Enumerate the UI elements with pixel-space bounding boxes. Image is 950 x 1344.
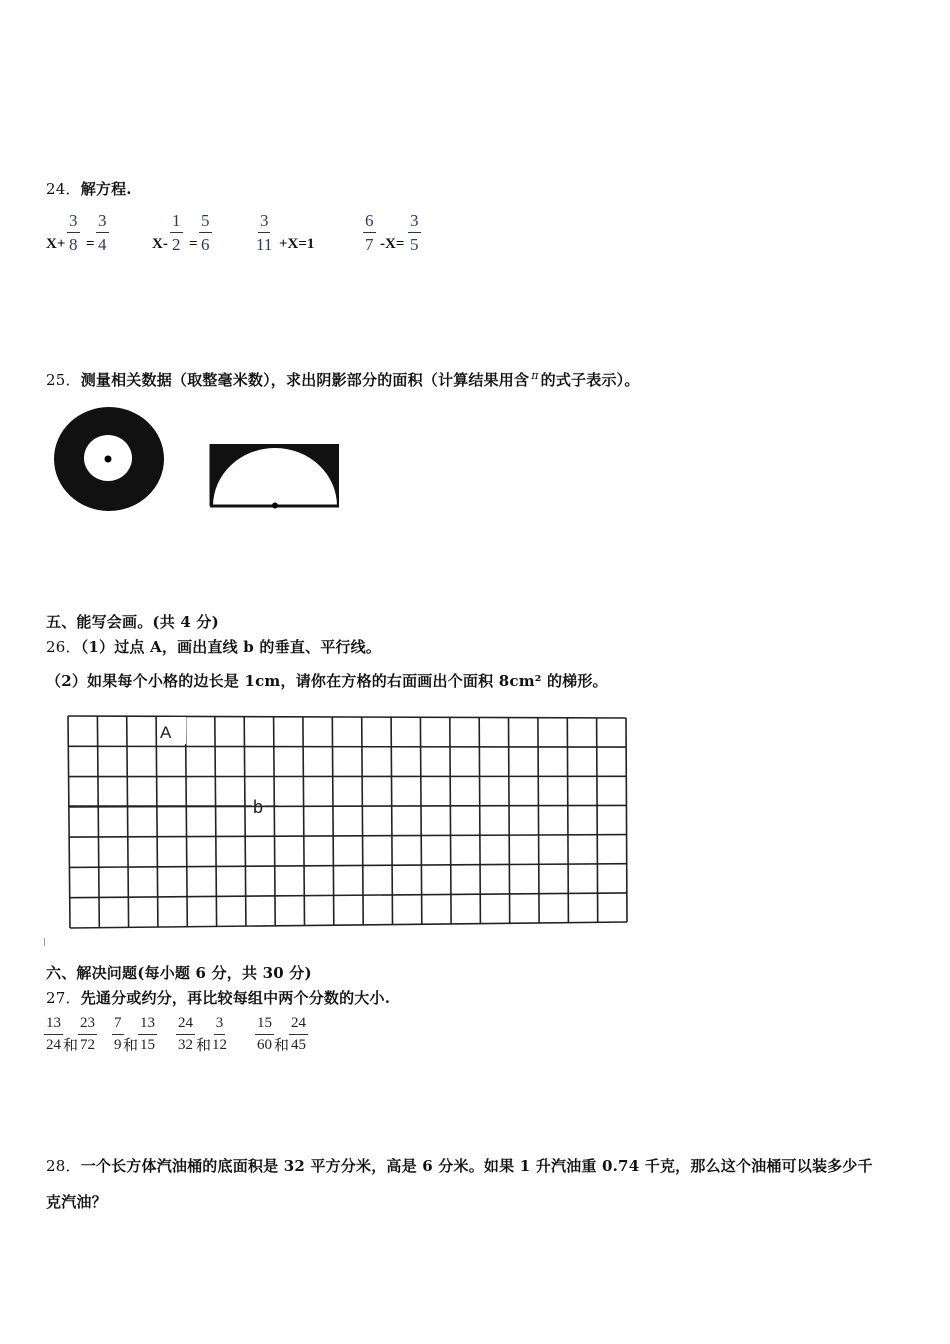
q25-text-2: 的式子表示）。 (540, 371, 640, 389)
grid-horizontal-line (69, 864, 626, 868)
q26-part1-text: （1）过点 A，画出直线 b 的垂直、平行线。 (80, 638, 382, 656)
grid-vertical-line (274, 717, 276, 926)
eq2-prefix: X- (152, 236, 168, 252)
grid-horizontal-line (70, 893, 627, 898)
numerator: 3 (214, 1016, 226, 1035)
grid-lines (68, 716, 627, 928)
denominator: 9 (114, 1037, 122, 1053)
grid-horizontal-line (68, 746, 626, 747)
grid-vertical-line (244, 717, 246, 927)
numerator: 3 (67, 212, 80, 233)
numerator: 15 (255, 1016, 274, 1035)
q27-text: 先通分或约分，再比较每组中两个分数的大小. (80, 989, 391, 1007)
pair3-fraction-a (176, 1016, 195, 1053)
and-word: 和 (274, 1038, 290, 1054)
pi-symbol: π (531, 369, 539, 382)
numerator: 24 (289, 1016, 308, 1035)
eq1-fraction-2 (96, 212, 109, 253)
point-a-label: A (160, 723, 172, 742)
q25-text: 测量相关数据（取整毫米数），求出阴影部分的面积（计算结果用含 (80, 371, 530, 389)
numerator: 3 (408, 212, 421, 233)
grid-vertical-line (567, 718, 568, 923)
eq3-suffix: +X=1 (279, 236, 315, 252)
numerator: 23 (78, 1016, 97, 1035)
eq1-equals: = (86, 236, 95, 252)
grid-vertical-line (597, 718, 598, 922)
grid-vertical-line (420, 717, 421, 924)
q24-title: 解方程. (80, 180, 132, 198)
scan-mark (44, 938, 45, 946)
denominator: 5 (410, 235, 419, 254)
semicircle-center-point (272, 503, 278, 509)
eq3-fraction-1 (256, 212, 272, 253)
denominator: 6 (201, 235, 210, 254)
grid-vertical-line (509, 718, 510, 924)
denominator: 24 (46, 1037, 61, 1053)
line-b-label: b (253, 797, 264, 817)
q25-number: 25． (46, 371, 81, 389)
q24-heading (46, 178, 132, 199)
grid-vertical-line (626, 718, 627, 922)
denominator: 15 (140, 1037, 155, 1053)
denominator: 60 (257, 1037, 272, 1053)
pair1-fraction-a (44, 1016, 63, 1053)
pair2-fraction-a (112, 1016, 124, 1053)
section6-title: 六、解决问题(每小题 6 分，共 30 分) (46, 964, 312, 982)
eq2-fraction-1 (170, 212, 183, 253)
numerator: 13 (138, 1016, 157, 1035)
q27-heading (46, 987, 390, 1008)
grid-vertical-line (332, 717, 334, 925)
eq4-fraction-2 (408, 212, 421, 253)
numerator: 5 (199, 212, 212, 233)
denominator: 12 (212, 1037, 227, 1053)
pair1-fraction-b (78, 1016, 97, 1053)
eq4-fraction-1 (363, 212, 376, 253)
grid-vertical-line (479, 718, 480, 924)
eq2-equals: = (189, 236, 198, 252)
grid-horizontal-line (70, 922, 627, 928)
numerator: 24 (176, 1016, 195, 1035)
eq2-fraction-2 (199, 212, 212, 253)
q24-number: 24． (46, 180, 81, 198)
pair4-fraction-a (255, 1016, 274, 1053)
grid-vertical-line (127, 716, 129, 927)
center-point (105, 456, 112, 463)
and-word: 和 (63, 1038, 79, 1054)
denominator: 8 (69, 235, 78, 254)
q27-number: 27． (46, 989, 81, 1007)
eq1-prefix: X+ (46, 236, 66, 252)
numerator: 7 (112, 1016, 124, 1035)
denominator: 11 (256, 235, 273, 254)
q28-number: 28． (46, 1157, 81, 1175)
q26-number: 26． (46, 638, 81, 656)
grid-horizontal-line (69, 835, 627, 838)
and-word: 和 (123, 1038, 139, 1054)
grid-vertical-line (303, 717, 305, 926)
ring-figure (52, 404, 168, 516)
pair3-fraction-b (212, 1016, 227, 1053)
grid-vertical-line (450, 717, 451, 924)
denominator: 7 (365, 235, 374, 254)
grid-vertical-line (68, 716, 70, 928)
q28-text: 一个长方体汽油桶的底面积是 32 平方分米，高是 6 分米。如果 1 升汽油重 0.74 千克，那么这个油桶可以装多少千 (80, 1157, 873, 1175)
grid-vertical-line (156, 716, 158, 927)
denominator: 32 (178, 1037, 193, 1053)
pair2-fraction-b (138, 1016, 157, 1053)
numerator: 13 (44, 1016, 63, 1035)
grid-vertical-line (215, 717, 217, 927)
q28-line2: 克汽油？ (46, 1193, 107, 1211)
denominator: 4 (98, 235, 107, 254)
eq1-fraction-1 (67, 212, 80, 253)
numerator: 3 (258, 212, 271, 233)
grid-vertical-line (362, 717, 364, 925)
square-grid (44, 710, 634, 948)
grid-vertical-line (97, 716, 99, 928)
section5-title: 五、能写会画。(共 4 分) (46, 613, 219, 631)
q26-part1 (46, 636, 381, 657)
q25-heading (46, 369, 640, 390)
and-word: 和 (196, 1038, 212, 1054)
denominator: 2 (172, 235, 181, 254)
denominator: 72 (80, 1037, 95, 1053)
q26-part2: （2）如果每个小格的边长是 1cm，请你在方格的右面画出个面积 8cm² 的梯形。 (46, 672, 608, 690)
numerator: 6 (363, 212, 376, 233)
grid-vertical-line (391, 717, 392, 924)
grid-horizontal-line (68, 716, 626, 718)
q28-line1 (46, 1155, 873, 1176)
pair4-fraction-b (289, 1016, 308, 1053)
rectangle-semicircle-figure (208, 442, 342, 510)
numerator: 1 (170, 212, 183, 233)
denominator: 45 (291, 1037, 306, 1053)
grid-vertical-line (186, 716, 188, 926)
eq4-mid: -X= (380, 236, 405, 252)
grid-vertical-line (538, 718, 539, 923)
numerator: 3 (96, 212, 109, 233)
